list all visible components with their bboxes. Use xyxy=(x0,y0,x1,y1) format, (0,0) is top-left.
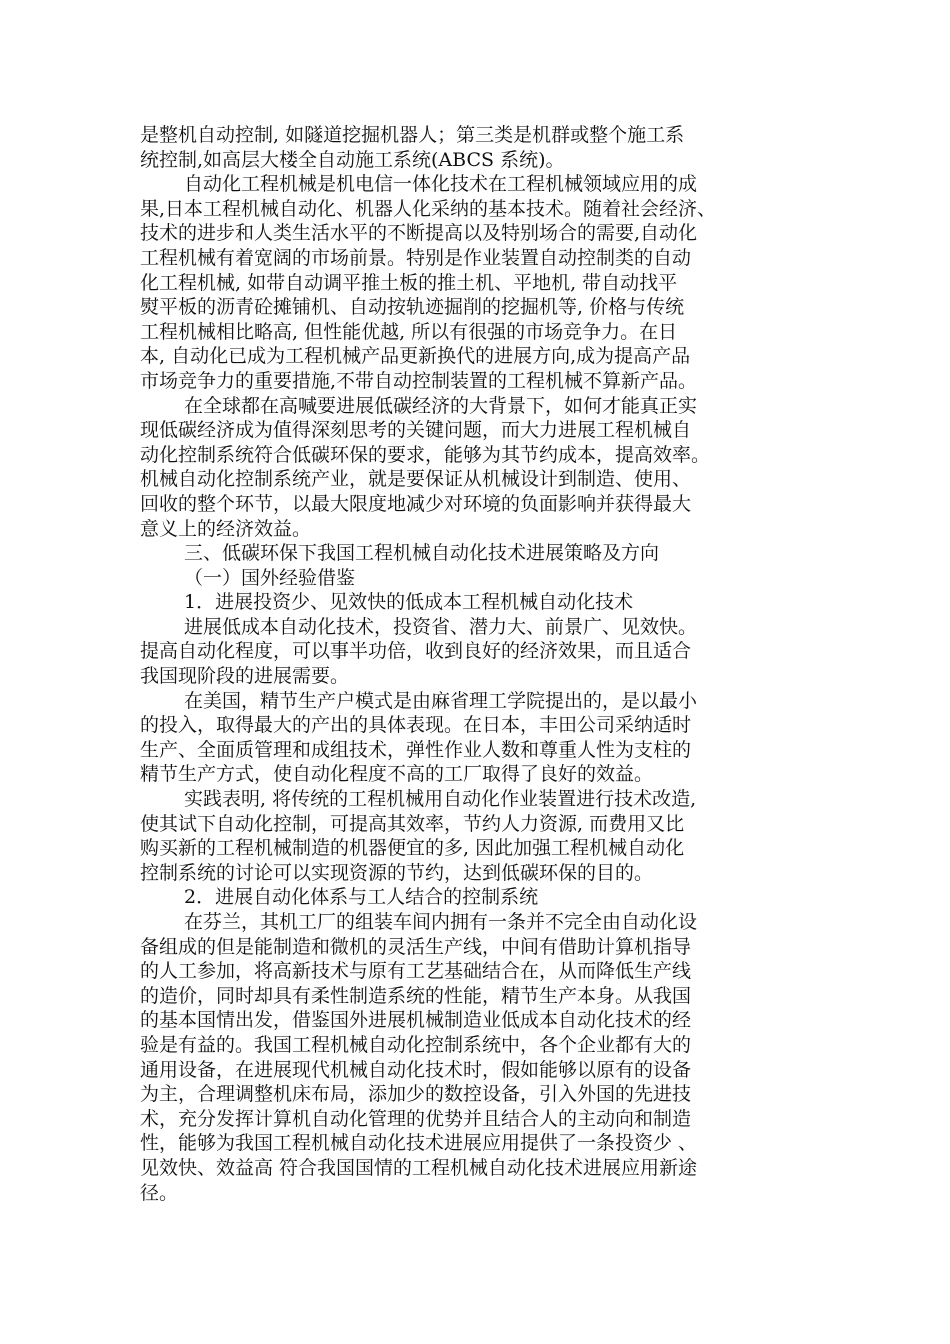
text-line: 市场竞争力的重要措施,不带自动控制装置的工程机械不算新产品。 xyxy=(140,369,698,392)
text-line: 我国现阶段的进展需要。 xyxy=(140,665,350,688)
text-line: 生产、全面质管理和成组技术，弹性作业人数和尊重人性为支柱的 xyxy=(140,738,692,761)
text-line: 术，充分发挥计算机自动化管理的优势并且结合人的主动向和制造 xyxy=(140,1107,692,1130)
text-line: 为主，合理调整机床布局，添加少的数控设备，引入外国的先进技 xyxy=(140,1083,692,1106)
text-line: 在全球都在高喊要进展低碳经济的大背景下，如何才能真正实 xyxy=(184,394,698,417)
text-line: 统控制,如高层大楼全自动施工系统(ABCS 系统)。 xyxy=(140,148,565,171)
text-line: 备组成的但是能制造和微机的灵活生产线，中间有借助计算机指导 xyxy=(140,935,692,958)
text-line: 自动化工程机械是机电信一体化技术在工程机械领域应用的成 xyxy=(184,173,698,196)
text-line: 果,日本工程机械自动化、机器人化采纳的基本技术。随着社会经济、 xyxy=(140,197,717,220)
text-line: 本, 自动化已成为工程机械产品更新换代的进展方向,成为提高产品 xyxy=(140,345,691,368)
text-line: 工程机械相比略高, 但性能优越, 所以有很强的市场竞争力。在日 xyxy=(140,320,678,343)
text-line: 提高自动化程度，可以事半功倍，收到良好的经济效果，而且适合 xyxy=(140,640,692,663)
text-line: 使其试下自动化控制，可提高其效率，节约人力资源, 而费用又比 xyxy=(140,812,685,835)
text-line: 的投入，取得最大的产出的具体表现。在日本，丰田公司采纳适时 xyxy=(140,714,692,737)
text-line: 意义上的经济效益。 xyxy=(140,517,312,540)
text-line: 化工程机械, 如带自动调平推土板的推土机、平地机, 带自动找平 xyxy=(140,271,678,294)
text-line: 性，能够为我国工程机械自动化技术进展应用提供了一条投资少 、 xyxy=(140,1132,698,1155)
text-line: 实践表明, 将传统的工程机械用自动化作业装置进行技术改造, xyxy=(184,788,697,811)
text-line: 三、低碳环保下我国工程机械自动化技术进展策略及方向 xyxy=(184,542,660,565)
text-line: 是整机自动控制, 如隧道挖掘机器人；第三类是机群或整个施工系 xyxy=(140,124,685,146)
text-line: 精节生产方式，使自动化程度不高的工厂取得了良好的效益。 xyxy=(140,763,654,786)
text-line: （一）国外经验借鉴 xyxy=(184,566,356,589)
text-line: 1．进展投资少、见效快的低成本工程机械自动化技术 xyxy=(184,591,634,614)
text-line: 进展低成本自动化技术，投资省、潜力大、前景广、见效快。 xyxy=(184,615,698,638)
text-line: 现低碳经济成为值得深刻思考的关键问题，而大力进展工程机械自 xyxy=(140,419,692,442)
text-line: 工程机械有着宽阔的市场前景。特别是作业装置自动控制类的自动 xyxy=(140,246,692,269)
text-line: 回收的整个环节，以最大限度地减少对环境的负面影响并获得最大 xyxy=(140,492,692,515)
document-page xyxy=(140,123,820,1205)
text-line: 熨平板的沥青砼摊铺机、自动按轨迹掘削的挖掘机等, 价格与传统 xyxy=(140,296,685,319)
text-line: 的基本国情出发，借鉴国外进展机械制造业低成本自动化技术的经 xyxy=(140,1009,692,1032)
text-line: 见效快、效益高 符合我国国情的工程机械自动化技术进展应用新途 xyxy=(140,1156,698,1179)
text-line: 机械自动化控制系统产业，就是要保证从机械设计到制造、使用、 xyxy=(140,468,692,491)
text-line: 购买新的工程机械制造的机器便宜的多, 因此加强工程机械自动化 xyxy=(140,837,685,860)
text-line: 的人工参加，将高新技术与原有工艺基础结合在，从而降低生产线 xyxy=(140,960,692,983)
text-line: 动化控制系统符合低碳环保的要求，能够为其节约成本，提高效率。 xyxy=(140,443,711,466)
text-line: 在美国，精节生产户模式是由麻省理工学院提出的，是以最小 xyxy=(184,689,698,712)
text-line: 技术的进步和人类生活水平的不断提高以及特别场合的需要,自动化 xyxy=(140,222,698,245)
text-line: 2．进展自动化体系与工人结合的控制系统 xyxy=(184,886,539,909)
text-line: 的造价，同时却具有柔性制造系统的性能，精节生产本身。从我国 xyxy=(140,984,692,1007)
text-line: 验是有益的。我国工程机械自动化控制系统中，各个企业都有大的 xyxy=(140,1033,692,1056)
text-line: 在芬兰，其机工厂的组装车间内拥有一条并不完全由自动化设 xyxy=(184,911,698,933)
text-line: 径。 xyxy=(140,1181,179,1204)
text-line: 控制系统的讨论可以实现资源的节约，达到低碳环保的目的。 xyxy=(140,861,654,884)
text-line: 通用设备，在进展现代机械自动化技术时，假如能够以原有的设备 xyxy=(140,1058,692,1081)
